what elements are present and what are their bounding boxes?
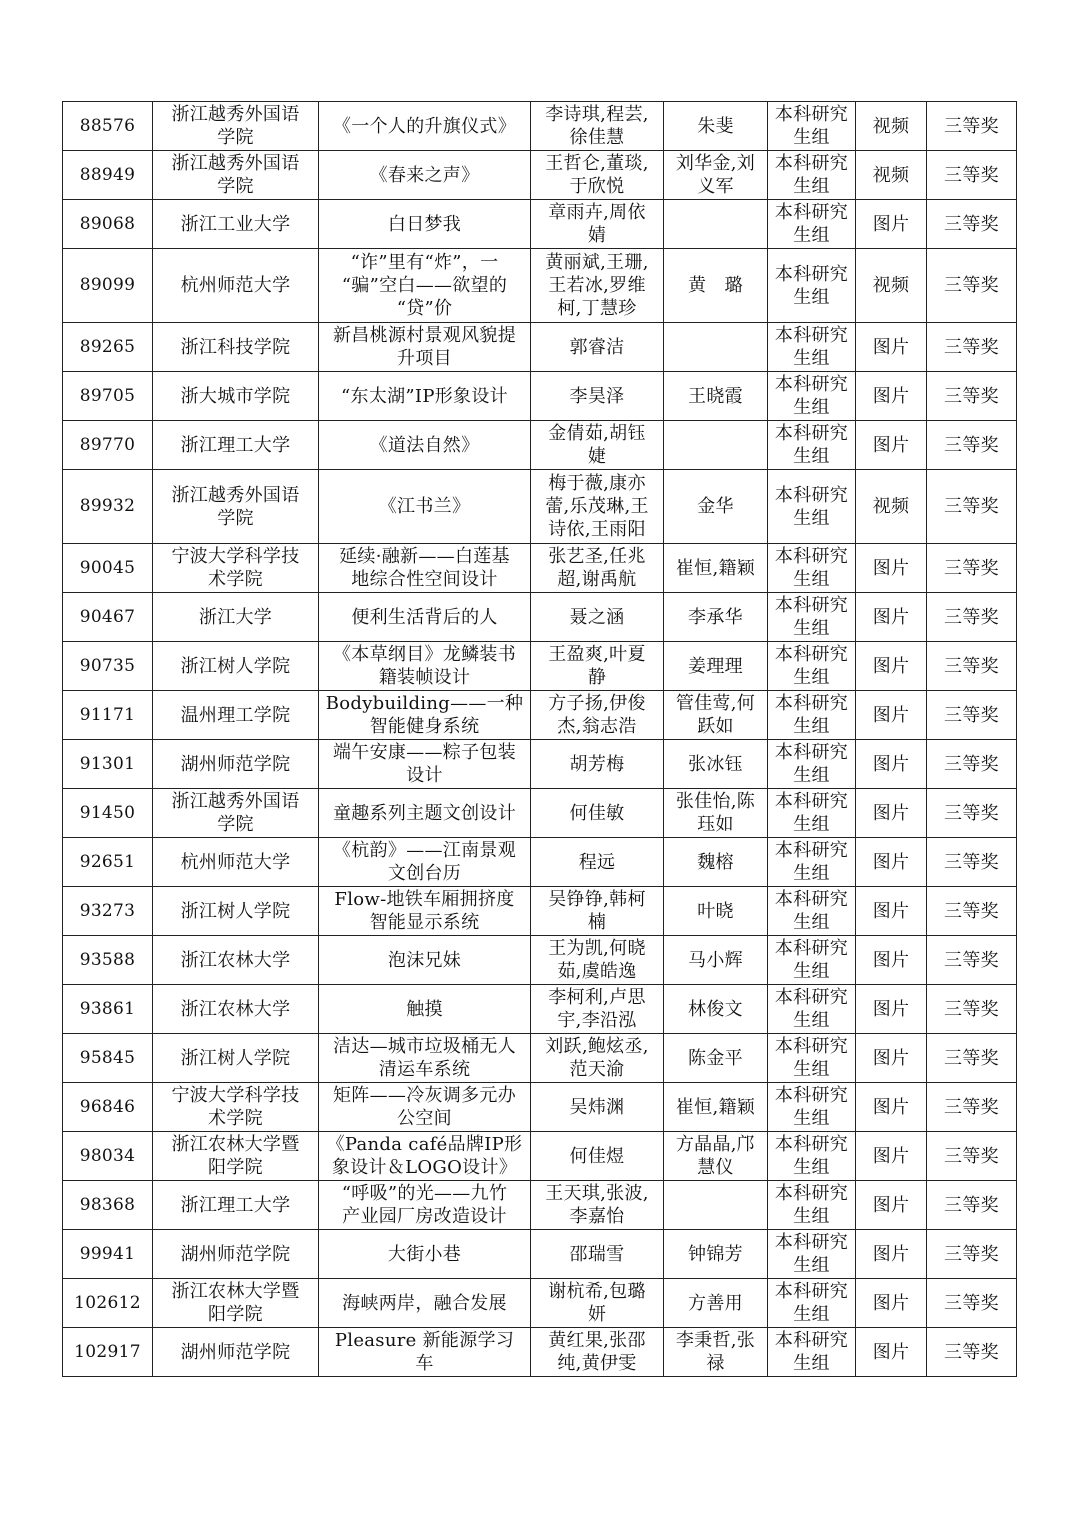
advisor-cell: 张冰钰 [664, 740, 768, 789]
work-title-cell: 《江书兰》 [319, 470, 531, 544]
table-row [63, 642, 1017, 691]
award-cell: 三等奖 [927, 1279, 1017, 1328]
advisor-cell: 方善用 [664, 1279, 768, 1328]
school-cell: 浙江工业大学 [153, 200, 319, 249]
entry-id-cell: 93588 [63, 936, 153, 985]
advisor-cell: 金华 [664, 470, 768, 544]
school-cell: 宁波大学科学技 术学院 [153, 544, 319, 593]
entry-id-cell: 92651 [63, 838, 153, 887]
advisor-cell: 李秉哲,张 禄 [664, 1328, 768, 1377]
group-cell: 本科研究 生组 [768, 1132, 856, 1181]
group-cell: 本科研究 生组 [768, 1230, 856, 1279]
school-cell: 浙江越秀外国语 学院 [153, 789, 319, 838]
entry-id-cell: 98034 [63, 1132, 153, 1181]
table-row [63, 887, 1017, 936]
authors-cell: 何佳煜 [531, 1132, 664, 1181]
group-cell: 本科研究 生组 [768, 1083, 856, 1132]
table-row [63, 740, 1017, 789]
category-cell: 图片 [856, 1328, 927, 1377]
work-title-cell: 童趣系列主题文创设计 [319, 789, 531, 838]
group-cell: 本科研究 生组 [768, 593, 856, 642]
work-title-cell: 海峡两岸，融合发展 [319, 1279, 531, 1328]
entry-id-cell: 90045 [63, 544, 153, 593]
award-cell: 三等奖 [927, 323, 1017, 372]
category-cell: 图片 [856, 544, 927, 593]
table-row [63, 1132, 1017, 1181]
award-cell: 三等奖 [927, 936, 1017, 985]
school-cell: 浙江越秀外国语 学院 [153, 151, 319, 200]
award-cell: 三等奖 [927, 838, 1017, 887]
work-title-cell: 《本草纲目》龙鳞装书 籍装帧设计 [319, 642, 531, 691]
group-cell: 本科研究 生组 [768, 102, 856, 151]
award-cell: 三等奖 [927, 789, 1017, 838]
entry-id-cell: 102917 [63, 1328, 153, 1377]
award-table-body [63, 102, 1017, 1377]
table-row [63, 249, 1017, 323]
group-cell: 本科研究 生组 [768, 887, 856, 936]
advisor-cell: 张佳怡,陈 珏如 [664, 789, 768, 838]
award-cell: 三等奖 [927, 249, 1017, 323]
entry-id-cell: 89770 [63, 421, 153, 470]
entry-id-cell: 93273 [63, 887, 153, 936]
work-title-cell: 大街小巷 [319, 1230, 531, 1279]
advisor-cell: 崔恒,籍颖 [664, 544, 768, 593]
school-cell: 杭州师范大学 [153, 838, 319, 887]
entry-id-cell: 102612 [63, 1279, 153, 1328]
table-row [63, 323, 1017, 372]
table-row [63, 936, 1017, 985]
group-cell: 本科研究 生组 [768, 789, 856, 838]
entry-id-cell: 96846 [63, 1083, 153, 1132]
authors-cell: 胡芳梅 [531, 740, 664, 789]
entry-id-cell: 91171 [63, 691, 153, 740]
authors-cell: 张艺圣,任兆 超,谢禹航 [531, 544, 664, 593]
work-title-cell: 《道法自然》 [319, 421, 531, 470]
authors-cell: 谢杭希,包璐 妍 [531, 1279, 664, 1328]
school-cell: 湖州师范学院 [153, 1230, 319, 1279]
category-cell: 图片 [856, 1279, 927, 1328]
award-cell: 三等奖 [927, 642, 1017, 691]
entry-id-cell: 88576 [63, 102, 153, 151]
table-row [63, 372, 1017, 421]
table-row [63, 544, 1017, 593]
group-cell: 本科研究 生组 [768, 985, 856, 1034]
group-cell: 本科研究 生组 [768, 1328, 856, 1377]
authors-cell: 黄丽斌,王珊, 王若冰,罗维 柯,丁慧珍 [531, 249, 664, 323]
school-cell: 浙大城市学院 [153, 372, 319, 421]
authors-cell: 李诗琪,程芸, 徐佳慧 [531, 102, 664, 151]
category-cell: 图片 [856, 200, 927, 249]
award-cell: 三等奖 [927, 1083, 1017, 1132]
entry-id-cell: 89068 [63, 200, 153, 249]
table-row [63, 1083, 1017, 1132]
group-cell: 本科研究 生组 [768, 372, 856, 421]
group-cell: 本科研究 生组 [768, 740, 856, 789]
award-cell: 三等奖 [927, 102, 1017, 151]
entry-id-cell: 98368 [63, 1181, 153, 1230]
category-cell: 图片 [856, 789, 927, 838]
group-cell: 本科研究 生组 [768, 1279, 856, 1328]
category-cell: 图片 [856, 642, 927, 691]
authors-cell: 郭睿洁 [531, 323, 664, 372]
school-cell: 浙江科技学院 [153, 323, 319, 372]
table-row [63, 421, 1017, 470]
table-row [63, 789, 1017, 838]
authors-cell: 方子扬,伊俊 杰,翁志浩 [531, 691, 664, 740]
school-cell: 浙江农林大学 [153, 936, 319, 985]
school-cell: 温州理工学院 [153, 691, 319, 740]
category-cell: 图片 [856, 936, 927, 985]
authors-cell: 金倩茹,胡钰 婕 [531, 421, 664, 470]
category-cell: 图片 [856, 985, 927, 1034]
category-cell: 视频 [856, 102, 927, 151]
school-cell: 湖州师范学院 [153, 1328, 319, 1377]
entry-id-cell: 90735 [63, 642, 153, 691]
category-cell: 视频 [856, 151, 927, 200]
school-cell: 湖州师范学院 [153, 740, 319, 789]
authors-cell: 王盈爽,叶夏 静 [531, 642, 664, 691]
advisor-cell: 林俊文 [664, 985, 768, 1034]
entry-id-cell: 99941 [63, 1230, 153, 1279]
advisor-cell [664, 200, 768, 249]
entry-id-cell: 89932 [63, 470, 153, 544]
work-title-cell: 端午安康——粽子包装 设计 [319, 740, 531, 789]
award-cell: 三等奖 [927, 1181, 1017, 1230]
authors-cell: 梅于薇,康亦 蕾,乐茂琳,王 诗依,王雨阳 [531, 470, 664, 544]
table-row [63, 1328, 1017, 1377]
category-cell: 图片 [856, 1034, 927, 1083]
table-row [63, 985, 1017, 1034]
work-title-cell: 《春来之声》 [319, 151, 531, 200]
authors-cell: 李昊泽 [531, 372, 664, 421]
category-cell: 图片 [856, 838, 927, 887]
advisor-cell: 方晶晶,邝 慧仪 [664, 1132, 768, 1181]
authors-cell: 黄红果,张邵 纯,黄伊雯 [531, 1328, 664, 1377]
award-cell: 三等奖 [927, 1034, 1017, 1083]
table-row [63, 1279, 1017, 1328]
award-cell: 三等奖 [927, 1328, 1017, 1377]
advisor-cell: 叶晓 [664, 887, 768, 936]
group-cell: 本科研究 生组 [768, 1181, 856, 1230]
table-row [63, 1034, 1017, 1083]
advisor-cell: 黄 璐 [664, 249, 768, 323]
work-title-cell: 矩阵——冷灰调多元办 公空间 [319, 1083, 531, 1132]
award-cell: 三等奖 [927, 1230, 1017, 1279]
group-cell: 本科研究 生组 [768, 838, 856, 887]
work-title-cell: 延续·融新——白莲基 地综合性空间设计 [319, 544, 531, 593]
group-cell: 本科研究 生组 [768, 691, 856, 740]
award-cell: 三等奖 [927, 372, 1017, 421]
category-cell: 图片 [856, 1132, 927, 1181]
award-table [62, 101, 1017, 1377]
group-cell: 本科研究 生组 [768, 249, 856, 323]
authors-cell: 王天琪,张波, 李嘉怡 [531, 1181, 664, 1230]
category-cell: 图片 [856, 740, 927, 789]
work-title-cell: Bodybuilding——一种 智能健身系统 [319, 691, 531, 740]
work-title-cell: 《一个人的升旗仪式》 [319, 102, 531, 151]
authors-cell: 吴铮铮,韩柯 楠 [531, 887, 664, 936]
award-cell: 三等奖 [927, 887, 1017, 936]
group-cell: 本科研究 生组 [768, 151, 856, 200]
category-cell: 图片 [856, 323, 927, 372]
work-title-cell: 《杭韵》——江南景观 文创台历 [319, 838, 531, 887]
award-cell: 三等奖 [927, 593, 1017, 642]
school-cell: 杭州师范大学 [153, 249, 319, 323]
category-cell: 图片 [856, 1083, 927, 1132]
award-cell: 三等奖 [927, 200, 1017, 249]
advisor-cell: 刘华金,刘 义军 [664, 151, 768, 200]
category-cell: 视频 [856, 249, 927, 323]
award-cell: 三等奖 [927, 470, 1017, 544]
award-cell: 三等奖 [927, 151, 1017, 200]
entry-id-cell: 89099 [63, 249, 153, 323]
entry-id-cell: 90467 [63, 593, 153, 642]
advisor-cell [664, 323, 768, 372]
advisor-cell: 马小辉 [664, 936, 768, 985]
advisor-cell: 姜理理 [664, 642, 768, 691]
table-row [63, 200, 1017, 249]
authors-cell: 李柯利,卢思 宇,李沿泓 [531, 985, 664, 1034]
school-cell: 浙江理工大学 [153, 1181, 319, 1230]
work-title-cell: Pleasure 新能源学习 车 [319, 1328, 531, 1377]
authors-cell: 聂之涵 [531, 593, 664, 642]
work-title-cell: 新昌桃源村景观风貌提 升项目 [319, 323, 531, 372]
authors-cell: 王为凯,何晓 茹,虞皓逸 [531, 936, 664, 985]
school-cell: 宁波大学科学技 术学院 [153, 1083, 319, 1132]
advisor-cell: 李承华 [664, 593, 768, 642]
group-cell: 本科研究 生组 [768, 936, 856, 985]
school-cell: 浙江理工大学 [153, 421, 319, 470]
group-cell: 本科研究 生组 [768, 470, 856, 544]
work-title-cell: 泡沫兄妹 [319, 936, 531, 985]
award-cell: 三等奖 [927, 985, 1017, 1034]
award-cell: 三等奖 [927, 740, 1017, 789]
school-cell: 浙江大学 [153, 593, 319, 642]
work-title-cell: 洁达—城市垃圾桶无人 清运车系统 [319, 1034, 531, 1083]
entry-id-cell: 89265 [63, 323, 153, 372]
authors-cell: 程远 [531, 838, 664, 887]
entry-id-cell: 91450 [63, 789, 153, 838]
authors-cell: 刘跃,鲍炫丞, 范天渝 [531, 1034, 664, 1083]
table-row [63, 1230, 1017, 1279]
entry-id-cell: 95845 [63, 1034, 153, 1083]
category-cell: 图片 [856, 372, 927, 421]
table-row [63, 1181, 1017, 1230]
work-title-cell: 便利生活背后的人 [319, 593, 531, 642]
entry-id-cell: 89705 [63, 372, 153, 421]
authors-cell: 何佳敏 [531, 789, 664, 838]
work-title-cell: “呼吸”的光——九竹 产业园厂房改造设计 [319, 1181, 531, 1230]
group-cell: 本科研究 生组 [768, 323, 856, 372]
group-cell: 本科研究 生组 [768, 421, 856, 470]
category-cell: 图片 [856, 691, 927, 740]
authors-cell: 章雨卉,周依 婧 [531, 200, 664, 249]
school-cell: 浙江越秀外国语 学院 [153, 470, 319, 544]
advisor-cell: 朱斐 [664, 102, 768, 151]
category-cell: 图片 [856, 1181, 927, 1230]
award-cell: 三等奖 [927, 691, 1017, 740]
award-cell: 三等奖 [927, 421, 1017, 470]
advisor-cell: 王晓霞 [664, 372, 768, 421]
work-title-cell: Flow-地铁车厢拥挤度 智能显示系统 [319, 887, 531, 936]
entry-id-cell: 91301 [63, 740, 153, 789]
advisor-cell: 钟锦芳 [664, 1230, 768, 1279]
work-title-cell: “诈”里有“炸”，一 “骗”空白——欲望的 “贷”价 [319, 249, 531, 323]
school-cell: 浙江农林大学 [153, 985, 319, 1034]
category-cell: 图片 [856, 1230, 927, 1279]
category-cell: 图片 [856, 887, 927, 936]
table-row [63, 593, 1017, 642]
award-cell: 三等奖 [927, 1132, 1017, 1181]
work-title-cell: “东太湖”IP形象设计 [319, 372, 531, 421]
school-cell: 浙江越秀外国语 学院 [153, 102, 319, 151]
advisor-cell [664, 1181, 768, 1230]
work-title-cell: 触摸 [319, 985, 531, 1034]
authors-cell: 吴炜渊 [531, 1083, 664, 1132]
table-row [63, 691, 1017, 740]
school-cell: 浙江农林大学暨 阳学院 [153, 1279, 319, 1328]
entry-id-cell: 88949 [63, 151, 153, 200]
authors-cell: 邵瑞雪 [531, 1230, 664, 1279]
work-title-cell: 白日梦我 [319, 200, 531, 249]
advisor-cell: 管佳莺,何 跃如 [664, 691, 768, 740]
award-cell: 三等奖 [927, 544, 1017, 593]
table-row [63, 151, 1017, 200]
advisor-cell: 陈金平 [664, 1034, 768, 1083]
entry-id-cell: 93861 [63, 985, 153, 1034]
table-row [63, 838, 1017, 887]
group-cell: 本科研究 生组 [768, 1034, 856, 1083]
table-row [63, 470, 1017, 544]
advisor-cell: 崔恒,籍颖 [664, 1083, 768, 1132]
work-title-cell: 《Panda café品牌IP形 象设计＆LOGO设计》 [319, 1132, 531, 1181]
authors-cell: 王哲仑,董琰, 于欣悦 [531, 151, 664, 200]
school-cell: 浙江树人学院 [153, 887, 319, 936]
school-cell: 浙江树人学院 [153, 642, 319, 691]
category-cell: 图片 [856, 593, 927, 642]
group-cell: 本科研究 生组 [768, 642, 856, 691]
category-cell: 图片 [856, 421, 927, 470]
group-cell: 本科研究 生组 [768, 544, 856, 593]
group-cell: 本科研究 生组 [768, 200, 856, 249]
category-cell: 视频 [856, 470, 927, 544]
school-cell: 浙江树人学院 [153, 1034, 319, 1083]
table-row [63, 102, 1017, 151]
advisor-cell: 魏榕 [664, 838, 768, 887]
school-cell: 浙江农林大学暨 阳学院 [153, 1132, 319, 1181]
advisor-cell [664, 421, 768, 470]
